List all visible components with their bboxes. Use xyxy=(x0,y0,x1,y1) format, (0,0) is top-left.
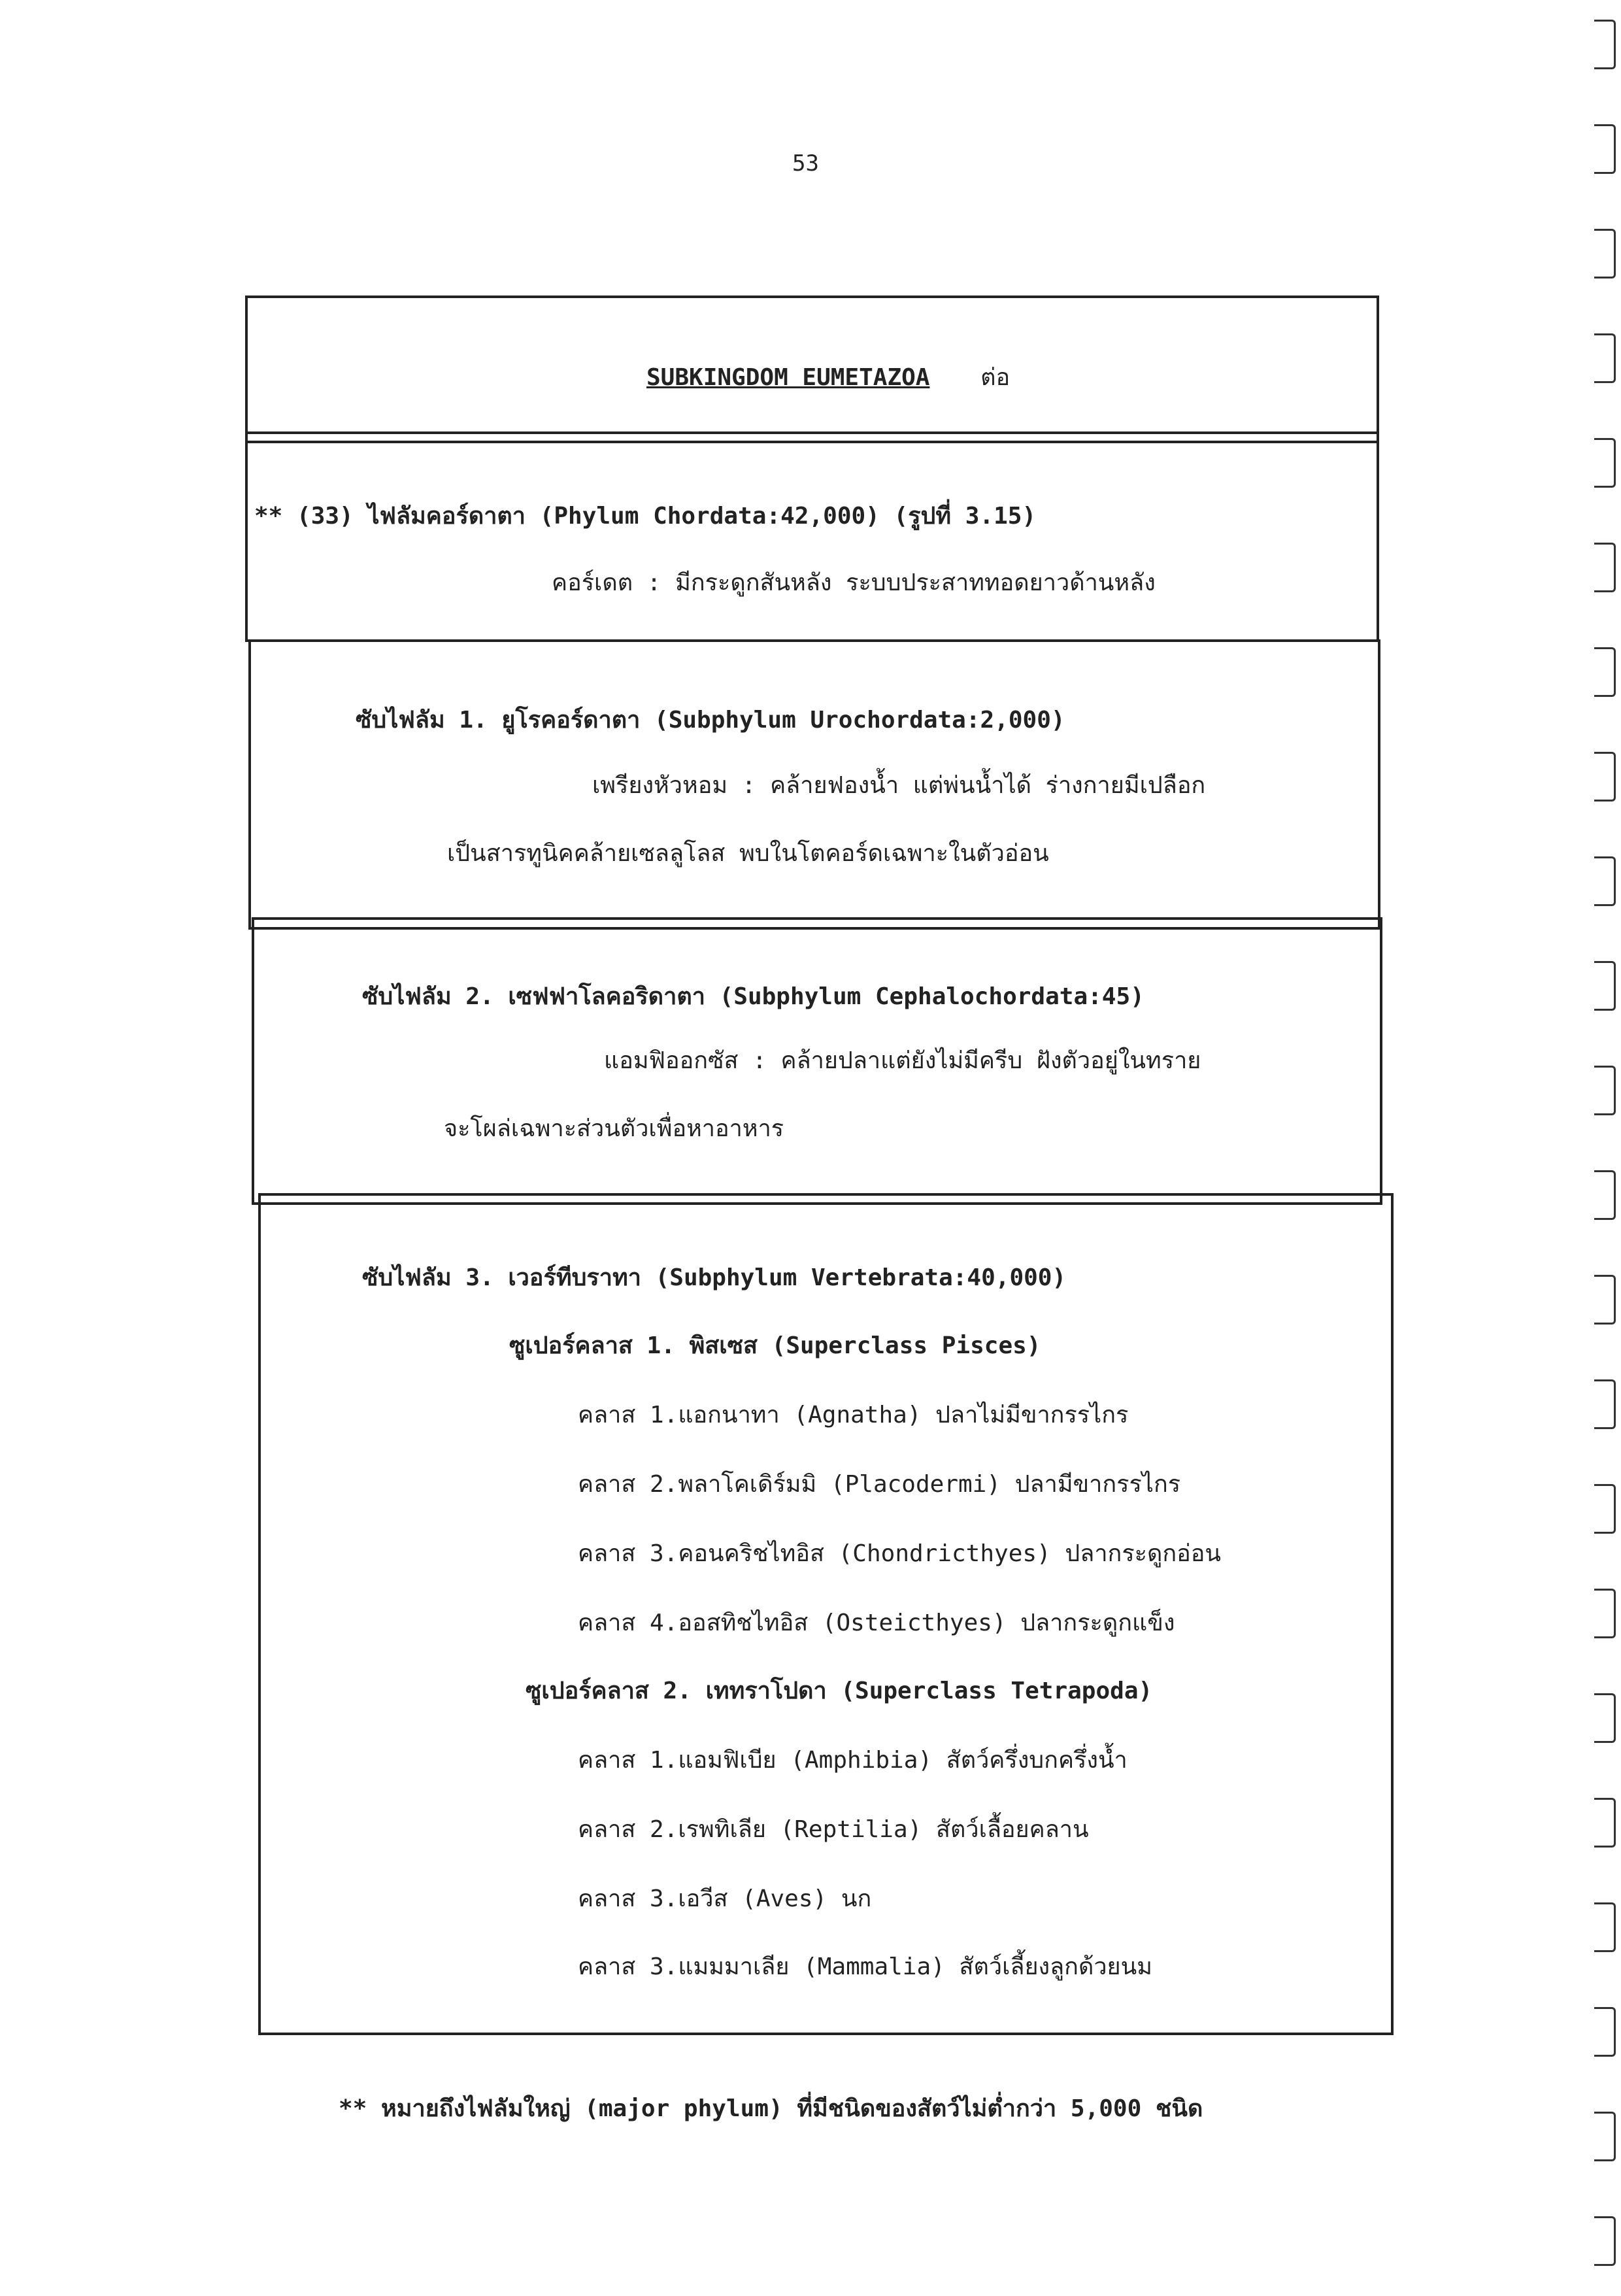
subphylum-2-desc: แอมฟิออกซัส : คล้ายปลาแต่ยังไม่มีครีบ ฝังตัวอยู่ในทราย xyxy=(604,1047,1201,1074)
phylum-box xyxy=(245,431,1379,642)
class-amphibia: คลาส 1.แอมฟิเบีย (Amphibia) สัตว์ครึ่งบกครึ่งน้ำ xyxy=(578,1747,1128,1774)
phylum-desc: คอร์เดต : มีกระดูกสันหลัง ระบบประสาททอดยาวด้านหลัง xyxy=(552,569,1156,596)
subphylum-3-box xyxy=(258,1193,1394,2035)
page-number: 53 xyxy=(792,150,819,177)
phylum-title: ** (33) ไฟลัมคอร์ดาตา (Phylum Chordata:42,000) (รูปที่ 3.15) xyxy=(254,503,1037,530)
subphylum-1-desc: เพรียงหัวหอม : คล้ายฟองน้ำ แต่พ่นน้ำได้ ร่างกายมีเปลือก xyxy=(592,772,1206,799)
header-suffix: ต่อ xyxy=(980,364,1011,391)
class-placodermi: คลาส 2.พลาโคเดิร์มมิ (Placodermi) ปลามีขากรรไกร xyxy=(578,1471,1181,1498)
subphylum-2-desc-2: จะโผล่เฉพาะส่วนตัวเพื่อหาอาหาร xyxy=(444,1115,784,1142)
class-agnatha: คลาส 1.แอกนาทา (Agnatha) ปลาไม่มีขากรรไกร xyxy=(578,1402,1129,1428)
header-box xyxy=(245,295,1379,443)
subphylum-1-title: ซับไฟลัม 1. ยูโรคอร์ดาตา (Subphylum Urochordata:2,000) xyxy=(356,707,1065,734)
subphylum-1-desc-2: เป็นสารทูนิคคล้ายเซลลูโลส พบในโตคอร์ดเฉพาะในตัวอ่อน xyxy=(447,840,1049,867)
subphylum-1-box xyxy=(248,639,1380,930)
superclass-tetrapoda: ซูเปอร์คลาส 2. เททราโปดา (Superclass Tetrapoda) xyxy=(526,1678,1153,1704)
subphylum-2-title: ซับไฟลัม 2. เซฟฟาโลคอริดาตา (Subphylum Cephalochordata:45) xyxy=(362,983,1145,1010)
footnote: ** หมายถึงไฟลัมใหญ่ (major phylum) ที่มีชนิดของสัตว์ไม่ต่ำกว่า 5,000 ชนิด xyxy=(339,2095,1203,2122)
class-osteicthyes: คลาส 4.ออสทิชไทอิส (Osteicthyes) ปลากระดูกแข็ง xyxy=(578,1610,1175,1636)
header-title: SUBKINGDOM EUMETAZOA xyxy=(646,364,930,391)
subphylum-3-title: ซับไฟลัม 3. เวอร์ทีบราทา (Subphylum Vertebrata:40,000) xyxy=(362,1264,1067,1291)
class-aves: คลาส 3.เอวีส (Aves) นก xyxy=(578,1885,872,1912)
subphylum-2-box xyxy=(252,917,1382,1205)
class-mammalia: คลาส 3.แมมมาเลีย (Mammalia) สัตว์เลี้ยงลูกด้วยนม xyxy=(578,1953,1152,1980)
superclass-pisces: ซูเปอร์คลาส 1. พิสเซส (Superclass Pisces) xyxy=(509,1332,1041,1359)
class-reptilia: คลาส 2.เรพทิเลีย (Reptilia) สัตว์เลื้อยคลาน xyxy=(578,1816,1089,1843)
class-chondricthyes: คลาส 3.คอนคริชไทอิส (Chondricthyes) ปลากระดูกอ่อน xyxy=(578,1540,1222,1567)
